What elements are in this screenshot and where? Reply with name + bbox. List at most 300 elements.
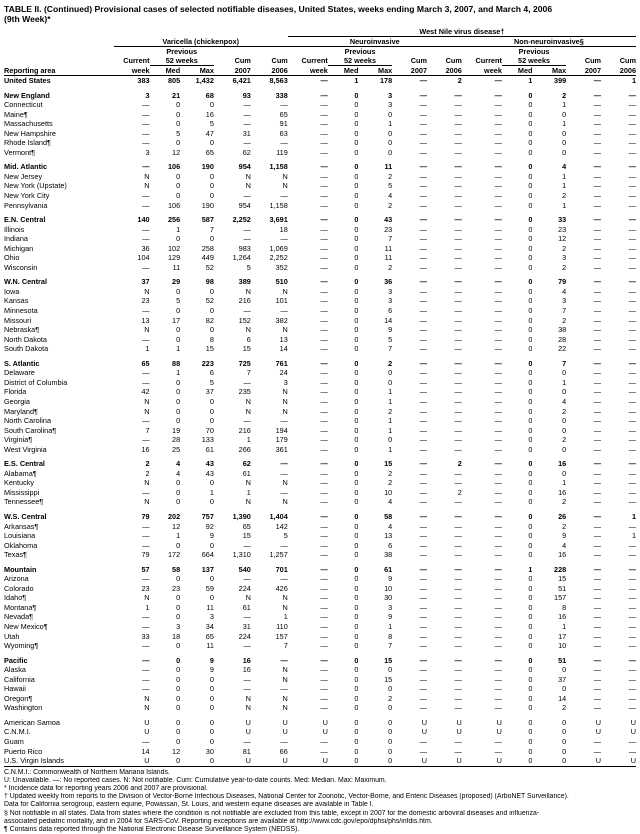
- value-cell: 11: [384, 253, 393, 263]
- value-cell: —: [142, 306, 150, 316]
- value-cell: —: [280, 459, 288, 469]
- value-cell: 22: [558, 344, 567, 354]
- footnote: associated pediatric mortality, and in 2004 for SARS-CoV. Reporting exceptions are available at http://www.cdc.gov/epo/dphsi/phs/infdis.htm.: [4, 817, 433, 825]
- area-name: Minnesota: [4, 306, 38, 316]
- value-cell: 761: [275, 358, 288, 368]
- value-cell: —: [593, 215, 602, 225]
- value-cell: 0: [176, 727, 181, 737]
- value-cell: —: [628, 425, 636, 435]
- value-cell: 0: [354, 531, 359, 541]
- value-cell: 0: [176, 674, 181, 684]
- value-cell: 37: [558, 674, 567, 684]
- value-cell: N: [144, 703, 150, 713]
- value-cell: 216: [238, 296, 251, 306]
- table-row: [4, 747, 636, 757]
- value-cell: —: [419, 612, 427, 622]
- value-cell: —: [142, 377, 150, 387]
- value-cell: 16: [558, 550, 567, 560]
- value-cell: —: [142, 674, 150, 684]
- value-cell: —: [494, 243, 502, 253]
- table-row: [4, 100, 636, 110]
- value-cell: 1: [145, 344, 150, 354]
- value-cell: 0: [354, 655, 359, 665]
- area-name: New Hampshire: [4, 128, 56, 138]
- value-cell: 0: [176, 540, 181, 550]
- value-cell: 0: [176, 602, 181, 612]
- value-cell: —: [320, 253, 328, 263]
- value-cell: 42: [141, 387, 150, 397]
- value-cell: —: [454, 387, 462, 397]
- neuro-header: Neuroinvasive: [288, 37, 462, 47]
- value-cell: N: [245, 593, 251, 603]
- area-name: Arizona: [4, 574, 29, 584]
- value-cell: 9: [388, 612, 393, 622]
- value-cell: 152: [238, 315, 251, 325]
- value-cell: —: [454, 468, 462, 478]
- value-cell: 34: [205, 621, 214, 631]
- value-cell: 0: [502, 756, 533, 766]
- value-cell: —: [593, 444, 602, 454]
- value-cell: —: [454, 444, 462, 454]
- value-cell: —: [593, 377, 602, 387]
- value-cell: 13: [141, 315, 150, 325]
- area-name: Kentucky: [4, 478, 35, 488]
- value-cell: —: [320, 396, 328, 406]
- value-cell: 38: [558, 325, 567, 335]
- value-cell: —: [628, 746, 636, 756]
- value-cell: 0: [528, 315, 533, 325]
- value-cell: —: [593, 416, 602, 426]
- value-cell: 8: [562, 602, 567, 612]
- value-cell: —: [280, 737, 288, 746]
- value-cell: —: [494, 262, 502, 272]
- value-cell: 23: [558, 224, 567, 234]
- value-cell: 1: [388, 119, 393, 129]
- value-cell: 179: [275, 435, 288, 445]
- value-cell: N: [282, 703, 288, 713]
- value-cell: N: [245, 693, 251, 703]
- value-cell: 0: [354, 396, 359, 406]
- value-cell: 93: [242, 90, 251, 100]
- value-cell: 52: [205, 262, 214, 272]
- value-cell: 0: [562, 684, 567, 694]
- value-cell: —: [320, 325, 328, 335]
- value-cell: U: [595, 717, 602, 727]
- value-cell: —: [494, 684, 502, 694]
- area-name: South Carolina¶: [4, 425, 57, 435]
- value-cell: 805: [167, 76, 181, 85]
- value-cell: —: [628, 262, 636, 272]
- value-cell: —: [454, 425, 462, 435]
- year-2007-label: 2007: [566, 66, 601, 76]
- value-cell: —: [419, 162, 427, 172]
- table-header: [4, 27, 636, 76]
- value-cell: —: [142, 162, 150, 172]
- area-name: Louisiana: [4, 531, 36, 541]
- value-cell: —: [593, 487, 602, 497]
- region-row: [4, 359, 636, 369]
- value-cell: 0: [528, 90, 533, 100]
- value-cell: —: [243, 416, 251, 426]
- area-name: Oklahoma: [4, 540, 38, 550]
- value-cell: 0: [388, 703, 393, 713]
- value-cell: 5: [209, 119, 214, 129]
- value-cell: 6,421: [232, 76, 251, 85]
- value-cell: —: [593, 296, 602, 306]
- area-name: South Dakota: [4, 344, 49, 354]
- value-cell: 0: [528, 234, 533, 244]
- value-cell: 0: [562, 444, 567, 454]
- value-cell: 0: [354, 253, 359, 263]
- value-cell: 11: [206, 602, 214, 612]
- value-cell: —: [593, 396, 602, 406]
- table-row: [4, 497, 636, 507]
- value-cell: 43: [384, 215, 393, 225]
- value-cell: —: [454, 181, 462, 191]
- value-cell: 23: [172, 583, 181, 593]
- value-cell: 9: [209, 531, 214, 541]
- value-cell: 16: [558, 612, 567, 622]
- value-cell: —: [494, 315, 502, 325]
- value-cell: —: [320, 296, 328, 306]
- area-name: Nevada¶: [4, 612, 34, 622]
- value-cell: —: [142, 531, 150, 541]
- cum-label: Cum: [410, 56, 427, 66]
- value-cell: —: [320, 344, 328, 354]
- value-cell: 0: [354, 334, 359, 344]
- value-cell: —: [593, 138, 602, 148]
- value-cell: 0: [528, 574, 533, 584]
- value-cell: —: [320, 334, 328, 344]
- value-cell: 31: [242, 128, 251, 138]
- value-cell: 0: [528, 119, 533, 129]
- value-cell: 0: [528, 511, 533, 521]
- table-row: [4, 335, 636, 345]
- value-cell: —: [142, 128, 150, 138]
- value-cell: —: [628, 90, 636, 100]
- table-row: [4, 129, 636, 139]
- value-cell: 0: [562, 368, 567, 378]
- region-row: [4, 162, 636, 172]
- value-cell: 43: [205, 468, 214, 478]
- value-cell: —: [593, 655, 602, 665]
- value-cell: 15: [384, 459, 393, 469]
- value-cell: 0: [528, 406, 533, 416]
- value-cell: —: [494, 703, 502, 713]
- value-cell: —: [494, 138, 502, 148]
- value-cell: 0: [354, 368, 359, 378]
- value-cell: —: [320, 406, 328, 416]
- value-cell: 30: [205, 746, 214, 756]
- value-cell: —: [628, 564, 636, 574]
- table-row: [4, 737, 636, 747]
- value-cell: —: [494, 540, 502, 550]
- value-cell: 23: [141, 296, 150, 306]
- value-cell: 449: [201, 253, 214, 263]
- area-name: Guam: [4, 737, 24, 746]
- value-cell: 0: [354, 684, 359, 694]
- value-cell: —: [419, 746, 427, 756]
- value-cell: N: [282, 387, 288, 397]
- value-cell: —: [494, 583, 502, 593]
- area-name: Pennsylvania: [4, 200, 48, 210]
- value-cell: 0: [354, 162, 359, 172]
- value-cell: —: [628, 234, 636, 244]
- value-cell: —: [628, 550, 636, 560]
- value-cell: 0: [528, 583, 533, 593]
- value-cell: 0: [562, 128, 567, 138]
- value-cell: N: [245, 396, 251, 406]
- value-cell: 382: [275, 315, 288, 325]
- value-cell: N: [144, 406, 150, 416]
- value-cell: 37: [141, 277, 150, 287]
- value-cell: 0: [209, 138, 214, 148]
- value-cell: 0: [354, 171, 359, 181]
- value-cell: —: [628, 497, 636, 507]
- value-cell: 19: [172, 425, 181, 435]
- value-cell: 10: [384, 583, 393, 593]
- value-cell: U: [282, 727, 288, 737]
- value-cell: —: [419, 171, 427, 181]
- value-cell: 3: [283, 377, 288, 387]
- value-cell: —: [320, 286, 328, 296]
- value-cell: —: [628, 344, 636, 354]
- value-cell: —: [142, 138, 150, 148]
- value-cell: —: [320, 315, 328, 325]
- value-cell: —: [593, 344, 602, 354]
- value-cell: U: [462, 756, 502, 766]
- value-cell: 0: [354, 325, 359, 335]
- value-cell: 7: [246, 368, 251, 378]
- value-cell: —: [494, 171, 502, 181]
- value-cell: —: [593, 191, 602, 201]
- value-cell: U: [392, 756, 427, 766]
- value-cell: N: [282, 593, 288, 603]
- value-cell: 0: [209, 727, 214, 737]
- value-cell: N: [245, 703, 251, 713]
- week-label: week: [288, 66, 328, 76]
- value-cell: —: [320, 262, 328, 272]
- value-cell: 51: [558, 655, 567, 665]
- value-cell: 4: [176, 459, 181, 469]
- value-cell: 65: [141, 358, 150, 368]
- value-cell: 510: [275, 277, 288, 287]
- value-cell: 0: [176, 416, 181, 426]
- value-cell: —: [320, 128, 328, 138]
- table-row: [4, 593, 636, 603]
- area-name: Hawaii: [4, 684, 26, 694]
- value-cell: —: [593, 435, 602, 445]
- area-name: Rhode Island¶: [4, 138, 51, 148]
- value-cell: —: [593, 90, 602, 100]
- value-cell: 6: [209, 368, 214, 378]
- value-cell: 15: [384, 655, 393, 665]
- value-cell: 389: [238, 277, 251, 287]
- value-cell: 0: [354, 90, 359, 100]
- value-cell: 61: [205, 444, 214, 454]
- value-cell: 0: [354, 727, 359, 737]
- value-cell: —: [454, 296, 462, 306]
- table-row: [4, 253, 636, 263]
- value-cell: —: [628, 641, 636, 651]
- value-cell: 3: [145, 90, 150, 100]
- footnote: ¶ Contains data reported through the National Electronic Disease Surveillance System (NEDSS).: [4, 826, 300, 834]
- table-row: [4, 612, 636, 622]
- value-cell: 0: [354, 377, 359, 387]
- value-cell: 0: [354, 358, 359, 368]
- value-cell: —: [280, 138, 288, 148]
- value-cell: 0: [176, 306, 181, 316]
- value-cell: —: [593, 641, 602, 651]
- value-cell: —: [419, 368, 427, 378]
- value-cell: —: [243, 306, 251, 316]
- value-cell: 0: [176, 234, 181, 244]
- area-name: Indiana: [4, 234, 28, 244]
- table-row: [4, 407, 636, 417]
- value-cell: —: [320, 368, 328, 378]
- table-row: [4, 622, 636, 632]
- value-cell: 0: [354, 224, 359, 234]
- value-cell: 62: [242, 459, 251, 469]
- value-cell: 1: [388, 387, 393, 397]
- value-cell: 1: [631, 531, 636, 541]
- value-cell: 1: [145, 602, 150, 612]
- value-cell: —: [454, 162, 462, 172]
- value-cell: 133: [201, 435, 214, 445]
- value-cell: 16: [242, 655, 251, 665]
- value-cell: —: [593, 612, 602, 622]
- value-cell: —: [320, 737, 328, 746]
- value-cell: —: [628, 286, 636, 296]
- value-cell: 28: [172, 435, 181, 445]
- value-cell: 664: [201, 550, 214, 560]
- value-cell: 701: [275, 564, 288, 574]
- value-cell: 2: [562, 435, 567, 445]
- table-row: [4, 296, 636, 306]
- value-cell: —: [419, 396, 427, 406]
- value-cell: —: [320, 511, 328, 521]
- value-cell: —: [320, 521, 328, 531]
- value-cell: 33: [558, 215, 567, 225]
- area-name: California: [4, 674, 35, 684]
- value-cell: 0: [354, 550, 359, 560]
- value-cell: 0: [354, 478, 359, 488]
- value-cell: 0: [176, 109, 181, 119]
- value-cell: 15: [242, 344, 251, 354]
- value-cell: 0: [528, 425, 533, 435]
- region-row: [4, 512, 636, 522]
- value-cell: 3: [388, 100, 393, 110]
- value-cell: 31: [242, 621, 251, 631]
- value-cell: —: [628, 306, 636, 316]
- cum-label: Cum: [584, 56, 602, 66]
- current-label: Current: [475, 56, 502, 66]
- value-cell: 16: [558, 487, 567, 497]
- value-cell: —: [454, 693, 462, 703]
- value-cell: —: [320, 234, 328, 244]
- value-cell: —: [320, 215, 328, 225]
- year-2007-label: 2007: [392, 66, 427, 76]
- value-cell: —: [454, 531, 462, 541]
- value-cell: U: [421, 717, 427, 727]
- value-cell: —: [593, 468, 602, 478]
- value-cell: —: [628, 387, 636, 397]
- value-cell: —: [280, 487, 288, 497]
- value-cell: 540: [238, 564, 251, 574]
- value-cell: N: [245, 478, 251, 488]
- value-cell: 62: [242, 147, 251, 157]
- value-cell: —: [454, 306, 462, 316]
- value-cell: —: [419, 277, 427, 287]
- value-cell: 15: [205, 344, 214, 354]
- value-cell: U: [566, 756, 601, 766]
- value-cell: 194: [275, 425, 288, 435]
- value-cell: 10: [558, 641, 567, 651]
- value-cell: 8: [388, 631, 393, 641]
- value-cell: 30: [384, 593, 393, 603]
- value-cell: 0: [528, 243, 533, 253]
- value-cell: N: [144, 171, 150, 181]
- value-cell: —: [454, 416, 462, 426]
- value-cell: —: [243, 737, 251, 746]
- value-cell: 91: [279, 119, 288, 129]
- value-cell: 0: [209, 396, 214, 406]
- value-cell: 0: [354, 574, 359, 584]
- value-cell: 172: [167, 550, 181, 560]
- value-cell: U: [245, 717, 251, 727]
- value-cell: —: [494, 497, 502, 507]
- value-cell: 4: [388, 191, 393, 201]
- value-cell: 157: [275, 631, 288, 641]
- report-page: [4, 0, 636, 834]
- table-row: [4, 703, 636, 713]
- value-cell: —: [320, 181, 328, 191]
- value-cell: 0: [528, 344, 533, 354]
- value-cell: 0: [176, 612, 181, 622]
- value-cell: 361: [275, 444, 288, 454]
- value-cell: 0: [388, 717, 393, 727]
- value-cell: 0: [354, 147, 359, 157]
- value-cell: 0: [528, 746, 533, 756]
- value-cell: 0: [354, 521, 359, 531]
- value-cell: —: [628, 416, 636, 426]
- value-cell: 338: [275, 90, 288, 100]
- value-cell: —: [320, 631, 328, 641]
- value-cell: —: [320, 497, 328, 507]
- table-title: TABLE II. (Continued) Provisional cases of selected notifiable diseases, United States, weeks ending March 3, 2007, and March 4, 2006: [4, 4, 553, 14]
- value-cell: —: [419, 564, 427, 574]
- value-cell: N: [144, 325, 150, 335]
- value-cell: 1: [388, 444, 393, 454]
- value-cell: 12: [172, 521, 181, 531]
- value-cell: 0: [528, 262, 533, 272]
- value-cell: —: [628, 583, 636, 593]
- value-cell: —: [320, 665, 328, 675]
- value-cell: —: [494, 737, 502, 746]
- value-cell: —: [320, 200, 328, 210]
- value-cell: 65: [242, 521, 251, 531]
- table-row: [4, 550, 636, 560]
- value-cell: —: [320, 138, 328, 148]
- value-cell: 14: [141, 746, 150, 756]
- value-cell: 7: [145, 425, 150, 435]
- value-cell: 0: [176, 119, 181, 129]
- med-label: Med: [328, 66, 359, 76]
- value-cell: —: [320, 693, 328, 703]
- cum-label: Cum: [445, 56, 462, 66]
- value-cell: 3: [176, 621, 181, 631]
- value-cell: 258: [201, 243, 214, 253]
